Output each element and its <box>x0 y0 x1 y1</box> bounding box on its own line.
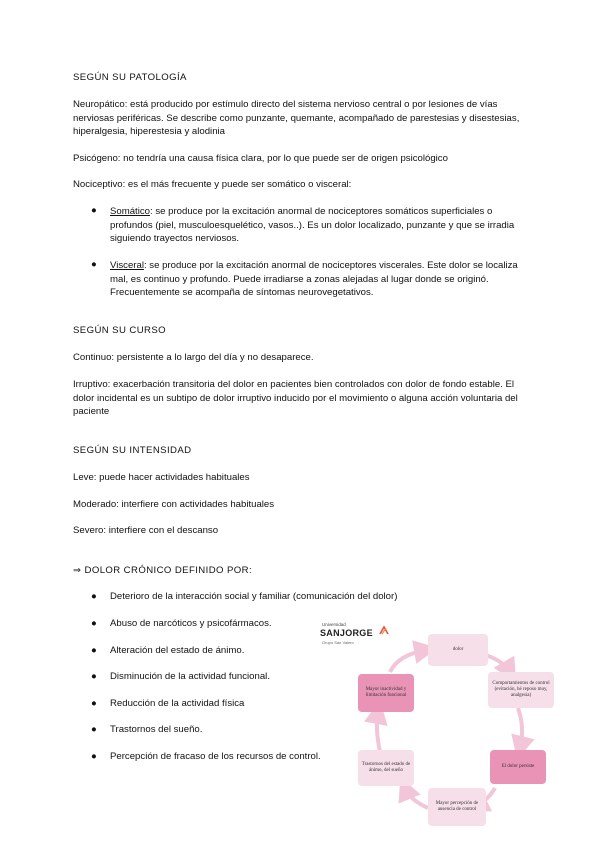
term-somatico: Somático <box>110 206 150 217</box>
term-visceral: Visceral <box>110 260 144 271</box>
bullet-icon: ● <box>91 671 97 682</box>
diagram-node-dolor: dolor <box>428 634 488 666</box>
list-item: ● Trastornos del sueño. <box>91 724 203 735</box>
bullet-icon: ● <box>91 698 97 709</box>
list-item: ● Percepción de fracaso de los recursos de control. <box>91 751 321 762</box>
bullet-icon: ● <box>91 751 97 762</box>
paragraph-neuropatico: Neuropático: está producido por estímulo directo del sistema nervioso central o por lesiones de vías nerviosas periféricas. Se describe como punzante, quemante, acompañado de parestesias y disestesias, hiperalgesia, hiperestesia y alodinia <box>73 99 520 137</box>
paragraph-leve: Leve: puede hacer actividades habituales <box>73 472 250 483</box>
bullet-icon: ● <box>91 618 97 629</box>
paragraph-irruptivo: Irruptivo: exacerbación transitoria del dolor en pacientes bien controlados con dolor de fondo estable. El dolor incidental es un subtipo de dolor irruptivo inducido por el movimiento o alguna acción voluntaria del paciente <box>73 379 518 417</box>
diagram-node-persiste: El dolor persiste <box>490 750 546 784</box>
section-heading-patologia: SEGÚN SU PATOLOGÍA <box>73 72 187 83</box>
paragraph-moderado: Moderado: interfiere con actividades habituales <box>73 499 275 510</box>
bullet-icon: ● <box>91 591 97 602</box>
list-item: ● Deterioro de la interacción social y familiar (comunicación del dolor) <box>91 591 398 602</box>
bullet-icon: ● <box>91 724 97 735</box>
section-heading-intensidad: SEGÚN SU INTENSIDAD <box>73 445 192 456</box>
diagram-node-trastornos: Trastornos del estado de ánimo, del sueño <box>358 750 414 786</box>
paragraph-nociceptivo: Nociceptivo: es el más frecuente y puede ser somático o visceral: <box>73 179 352 190</box>
list-item: ● Alteración del estado de ánimo. <box>91 645 245 656</box>
list-item: ● Abuso de narcóticos y psicofármacos. <box>91 618 272 629</box>
diagram-node-inactividad: Mayor inactividad y limitación funcional <box>358 674 414 712</box>
text-somatico: : se produce por la excitación anormal de nociceptores somáticos superficiales o profundos (piel, musculoesquelético, vasos..). Es un dolor localizado, punzante y que se irradia siguiendo trayectos nerviosos. <box>110 206 515 244</box>
bullet-icon: ● <box>91 205 97 216</box>
diagram-node-comportamientos: Comportamientos de control (evitación, hé reposo muy, analgesia) <box>488 672 554 708</box>
bullet-icon: ● <box>91 259 97 270</box>
diagram-node-percepcion: Mayor percepción de ausencia de control <box>428 788 486 826</box>
bullet-icon: ● <box>91 645 97 656</box>
text-visceral: : se produce por la excitación anormal de nociceptores viscerales. Este dolor se localiza mal, es continuo y profundo. Puede irradiarse a zonas alejadas al lugar donde se originó. Frecuentemente se acompaña de síntomas neurovegetativos. <box>110 260 518 298</box>
university-logo: Universidad SANJORGE Grupo San Valero <box>318 622 388 648</box>
paragraph-severo: Severo: interfiere con el descanso <box>73 525 219 536</box>
paragraph-psicogeno: Psicógeno: no tendría una causa física clara, por lo que puede ser de origen psicológico <box>73 153 448 164</box>
list-item: ● Reducción de la actividad física <box>91 698 245 709</box>
section-heading-curso: SEGÚN SU CURSO <box>73 325 167 336</box>
paragraph-continuo: Continuo: persistente a lo largo del día y no desaparece. <box>73 352 314 363</box>
section-heading-cronico: ⇒ DOLOR CRÓNICO DEFINIDO POR: <box>73 565 253 576</box>
list-item: ● Disminución de la actividad funcional. <box>91 671 270 682</box>
